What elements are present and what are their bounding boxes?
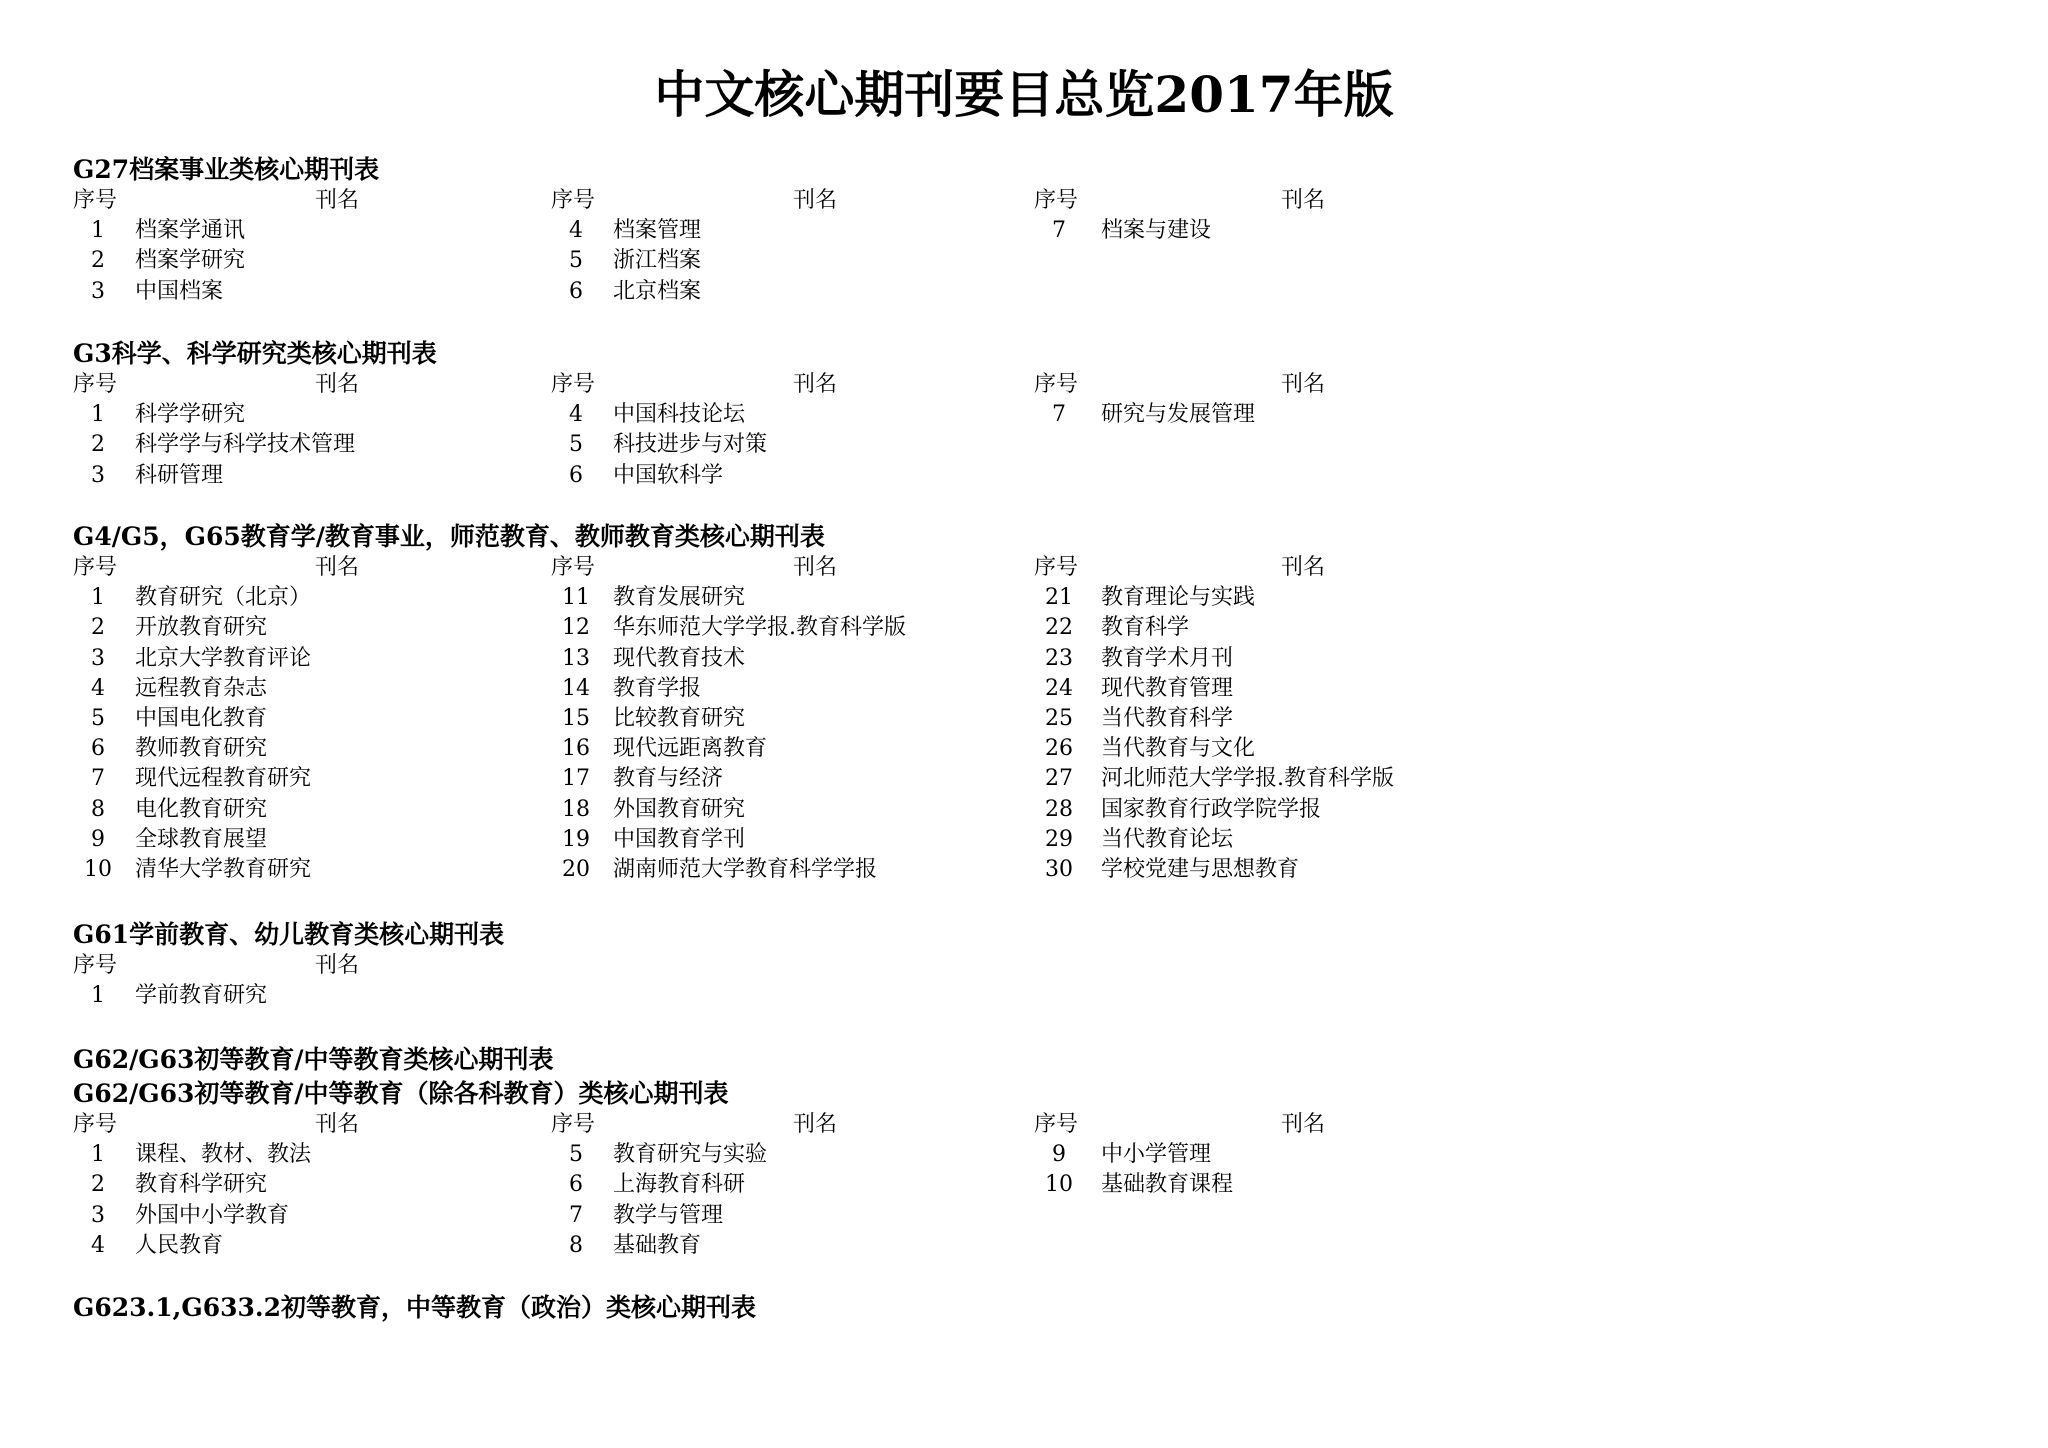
section-title: G27档案事业类核心期刊表	[73, 155, 380, 184]
item-number: 25	[1045, 705, 1073, 731]
item-number: 17	[562, 766, 590, 792]
item-number: 10	[1045, 1172, 1073, 1198]
item-number: 6	[569, 278, 583, 304]
table-row	[73, 764, 1973, 794]
item-number: 6	[569, 462, 583, 488]
header-name: 刊名	[1281, 372, 1326, 397]
table-row	[73, 1140, 1973, 1170]
journal-name: 中国教育学刊	[613, 826, 746, 852]
table-row	[73, 704, 1973, 734]
column-header-row	[73, 553, 1973, 583]
table-row	[73, 981, 1973, 1011]
header-name: 刊名	[793, 1112, 838, 1137]
journal-name: 科学学研究	[135, 402, 246, 428]
item-number: 10	[84, 856, 112, 882]
item-number: 3	[91, 645, 105, 671]
item-number: 13	[562, 645, 590, 671]
item-number: 24	[1045, 675, 1073, 701]
item-number: 1	[91, 1142, 105, 1168]
item-number: 7	[569, 1202, 583, 1228]
journal-name: 学校党建与思想教育	[1101, 856, 1300, 882]
table-row	[73, 613, 1973, 643]
header-name: 刊名	[315, 953, 360, 978]
header-seq: 序号	[73, 188, 118, 213]
item-number: 9	[91, 826, 105, 852]
section	[73, 152, 1973, 307]
journal-name: 外国教育研究	[613, 796, 746, 822]
item-number: 28	[1045, 796, 1073, 822]
section-title: G3科学、科学研究类核心期刊表	[73, 339, 437, 368]
header-name: 刊名	[793, 555, 838, 580]
journal-name: 档案学通讯	[135, 218, 246, 244]
table-row	[73, 825, 1973, 855]
header-seq: 序号	[73, 1112, 118, 1137]
header-seq: 序号	[1034, 372, 1079, 397]
journal-name: 现代远距离教育	[613, 736, 768, 762]
header-name: 刊名	[1281, 555, 1326, 580]
item-number: 26	[1045, 736, 1073, 762]
table-row	[73, 277, 1973, 307]
journal-name: 教育理论与实践	[1101, 585, 1256, 611]
section-title: G62/G63初等教育/中等教育类核心期刊表	[73, 1045, 554, 1074]
journal-name: 教育研究（北京）	[135, 585, 312, 611]
section-title: G61学前教育、幼儿教育类核心期刊表	[73, 920, 505, 949]
journal-name: 当代教育科学	[1101, 705, 1234, 731]
item-number: 5	[91, 705, 105, 731]
header-seq: 序号	[551, 188, 596, 213]
journal-name: 研究与发展管理	[1101, 402, 1256, 428]
item-number: 6	[91, 736, 105, 762]
header-name: 刊名	[315, 188, 360, 213]
journal-name: 国家教育行政学院学报	[1101, 796, 1322, 822]
item-number: 6	[569, 1172, 583, 1198]
journal-name: 华东师范大学学报.教育科学版	[613, 615, 906, 641]
journal-name: 科学学与科学技术管理	[135, 432, 356, 458]
table-row	[73, 644, 1973, 674]
journal-name: 浙江档案	[613, 248, 702, 274]
journal-name: 中小学管理	[1101, 1142, 1212, 1168]
table-row	[73, 216, 1973, 246]
journal-name: 中国档案	[135, 278, 224, 304]
journal-name: 教育研究与实验	[613, 1142, 768, 1168]
header-seq: 序号	[551, 372, 596, 397]
item-number: 8	[569, 1232, 583, 1258]
journal-name: 当代教育与文化	[1101, 736, 1256, 762]
header-seq: 序号	[73, 953, 118, 978]
header-seq: 序号	[73, 555, 118, 580]
journal-name: 外国中小学教育	[135, 1202, 290, 1228]
item-number: 4	[569, 402, 583, 428]
item-number: 5	[569, 248, 583, 274]
column-header-row	[73, 186, 1973, 216]
item-number: 14	[562, 675, 590, 701]
column-header-row	[73, 1110, 1973, 1140]
item-number: 3	[91, 1202, 105, 1228]
journal-name: 中国软科学	[613, 462, 724, 488]
item-number: 9	[1052, 1142, 1066, 1168]
item-number: 12	[562, 615, 590, 641]
table-row	[73, 1170, 1973, 1200]
item-number: 1	[91, 983, 105, 1009]
header-name: 刊名	[315, 1112, 360, 1137]
table-row	[73, 734, 1973, 764]
section	[73, 917, 1973, 1011]
item-number: 1	[91, 585, 105, 611]
journal-name: 中国科技论坛	[613, 402, 746, 428]
item-number: 7	[1052, 218, 1066, 244]
table-row	[73, 855, 1973, 885]
table-row	[73, 1231, 1973, 1261]
item-number: 15	[562, 705, 590, 731]
journal-name: 科研管理	[135, 462, 224, 488]
journal-name: 清华大学教育研究	[135, 856, 312, 882]
item-number: 2	[91, 615, 105, 641]
item-number: 21	[1045, 585, 1073, 611]
item-number: 3	[91, 278, 105, 304]
journal-name: 教育发展研究	[613, 585, 746, 611]
journal-name: 教师教育研究	[135, 736, 268, 762]
journal-name: 教育科学研究	[135, 1172, 268, 1198]
header-seq: 序号	[1034, 188, 1079, 213]
section	[73, 336, 1973, 491]
journal-name: 中国电化教育	[135, 705, 268, 731]
journal-name: 科技进步与对策	[613, 432, 768, 458]
column-header-row	[73, 370, 1973, 400]
journal-name: 电化教育研究	[135, 796, 268, 822]
header-name: 刊名	[793, 372, 838, 397]
section-subtitle: G62/G63初等教育/中等教育（除各科教育）类核心期刊表	[73, 1079, 729, 1108]
journal-name: 档案管理	[613, 218, 702, 244]
journal-name: 教育科学	[1101, 615, 1190, 641]
item-number: 4	[569, 218, 583, 244]
header-seq: 序号	[1034, 555, 1079, 580]
journal-name: 人民教育	[135, 1232, 224, 1258]
item-number: 4	[91, 675, 105, 701]
journal-name: 基础教育课程	[1101, 1172, 1234, 1198]
header-name: 刊名	[315, 372, 360, 397]
journal-name: 档案与建设	[1101, 218, 1212, 244]
page-title: 中文核心期刊要目总览2017年版	[654, 65, 1394, 124]
item-number: 2	[91, 432, 105, 458]
item-number: 3	[91, 462, 105, 488]
table-row	[73, 400, 1973, 430]
journal-name: 比较教育研究	[613, 705, 746, 731]
journal-name: 基础教育	[613, 1232, 702, 1258]
item-number: 18	[562, 796, 590, 822]
item-number: 16	[562, 736, 590, 762]
item-number: 11	[562, 585, 590, 611]
item-number: 19	[562, 826, 590, 852]
table-row	[73, 1201, 1973, 1231]
table-row	[73, 583, 1973, 613]
journal-name: 教育学报	[613, 675, 702, 701]
section	[73, 519, 1973, 885]
table-row	[73, 795, 1973, 825]
header-seq: 序号	[1034, 1112, 1079, 1137]
header-name: 刊名	[1281, 1112, 1326, 1137]
section	[73, 1042, 1973, 1261]
journal-name: 远程教育杂志	[135, 675, 268, 701]
section-title: G4/G5，G65教育学/教育事业，师范教育、教师教育类核心期刊表	[73, 522, 825, 551]
item-number: 30	[1045, 856, 1073, 882]
journal-name: 北京大学教育评论	[135, 645, 312, 671]
item-number: 8	[91, 796, 105, 822]
item-number: 23	[1045, 645, 1073, 671]
journal-name: 教育学术月刊	[1101, 645, 1234, 671]
journal-name: 河北师范大学学报.教育科学版	[1101, 766, 1394, 792]
journal-name: 档案学研究	[135, 248, 246, 274]
journal-name: 湖南师范大学教育科学学报	[613, 856, 878, 882]
item-number: 7	[91, 766, 105, 792]
item-number: 2	[91, 1172, 105, 1198]
section	[73, 1290, 1973, 1324]
item-number: 1	[91, 218, 105, 244]
table-row	[73, 461, 1973, 491]
journal-name: 当代教育论坛	[1101, 826, 1234, 852]
journal-name: 开放教育研究	[135, 615, 268, 641]
journal-name: 现代远程教育研究	[135, 766, 312, 792]
journal-name: 上海教育科研	[613, 1172, 746, 1198]
column-header-row	[73, 951, 1973, 981]
section-title: G623.1,G633.2初等教育，中等教育（政治）类核心期刊表	[73, 1293, 756, 1322]
header-seq: 序号	[551, 1112, 596, 1137]
item-number: 22	[1045, 615, 1073, 641]
item-number: 5	[569, 1142, 583, 1168]
journal-name: 现代教育技术	[613, 645, 746, 671]
item-number: 4	[91, 1232, 105, 1258]
header-seq: 序号	[551, 555, 596, 580]
item-number: 5	[569, 432, 583, 458]
journal-name: 北京档案	[613, 278, 702, 304]
item-number: 7	[1052, 402, 1066, 428]
item-number: 1	[91, 402, 105, 428]
journal-name: 教育与经济	[613, 766, 724, 792]
table-row	[73, 430, 1973, 460]
header-seq: 序号	[73, 372, 118, 397]
journal-name: 学前教育研究	[135, 983, 268, 1009]
item-number: 2	[91, 248, 105, 274]
header-name: 刊名	[315, 555, 360, 580]
journal-name: 全球教育展望	[135, 826, 268, 852]
journal-name: 现代教育管理	[1101, 675, 1234, 701]
item-number: 20	[562, 856, 590, 882]
item-number: 29	[1045, 826, 1073, 852]
journal-name: 教学与管理	[613, 1202, 724, 1228]
header-name: 刊名	[1281, 188, 1326, 213]
header-name: 刊名	[793, 188, 838, 213]
table-row	[73, 246, 1973, 276]
table-row	[73, 674, 1973, 704]
item-number: 27	[1045, 766, 1073, 792]
journal-name: 课程、教材、教法	[135, 1142, 312, 1168]
